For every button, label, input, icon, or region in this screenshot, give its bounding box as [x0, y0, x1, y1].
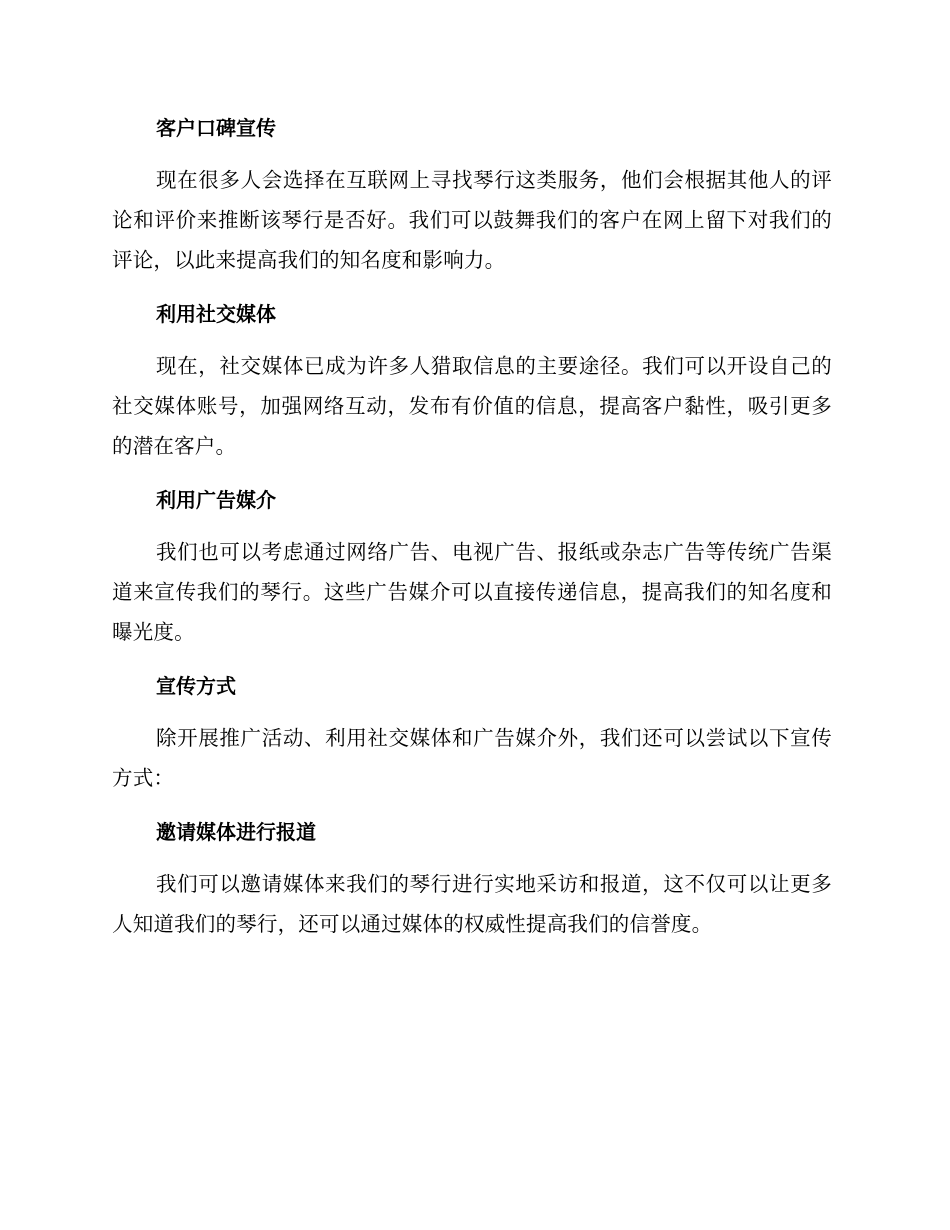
section-paragraph: 现在很多人会选择在互联网上寻找琴行这类服务，他们会根据其他人的评论和评价来推断该琴行是否好。我们可以鼓舞我们的客户在网上留下对我们的评论，以此来提高我们的知名度和影响力。: [112, 168, 832, 272]
section-paragraph: 我们可以邀请媒体来我们的琴行进行实地采访和报道，这不仅可以让更多人知道我们的琴行，还可以通过媒体的权威性提高我们的信誉度。: [112, 872, 832, 936]
section-promotion-methods: [112, 666, 832, 798]
section-word-of-mouth: [112, 108, 832, 280]
section-heading: 宣传方式: [156, 674, 236, 698]
section-paragraph: 我们也可以考虑通过网络广告、电视广告、报纸或杂志广告等传统广告渠道来宣传我们的琴行。这些广告媒介可以直接传递信息，提高我们的知名度和曝光度。: [112, 540, 832, 644]
section-heading: 邀请媒体进行报道: [156, 820, 316, 844]
section-heading: 利用社交媒体: [156, 302, 276, 326]
section-social-media: [112, 294, 832, 466]
section-heading: 客户口碑宣传: [156, 116, 276, 140]
section-advertising: [112, 480, 832, 652]
section-media-coverage: [112, 812, 832, 944]
document-page: [112, 108, 832, 958]
section-paragraph: 除开展推广活动、利用社交媒体和广告媒介外，我们还可以尝试以下宣传方式：: [112, 726, 832, 790]
section-paragraph: 现在，社交媒体已成为许多人猎取信息的主要途径。我们可以开设自己的社交媒体账号，加强网络互动，发布有价值的信息，提高客户黏性，吸引更多的潜在客户。: [112, 354, 832, 458]
section-heading: 利用广告媒介: [156, 488, 276, 512]
